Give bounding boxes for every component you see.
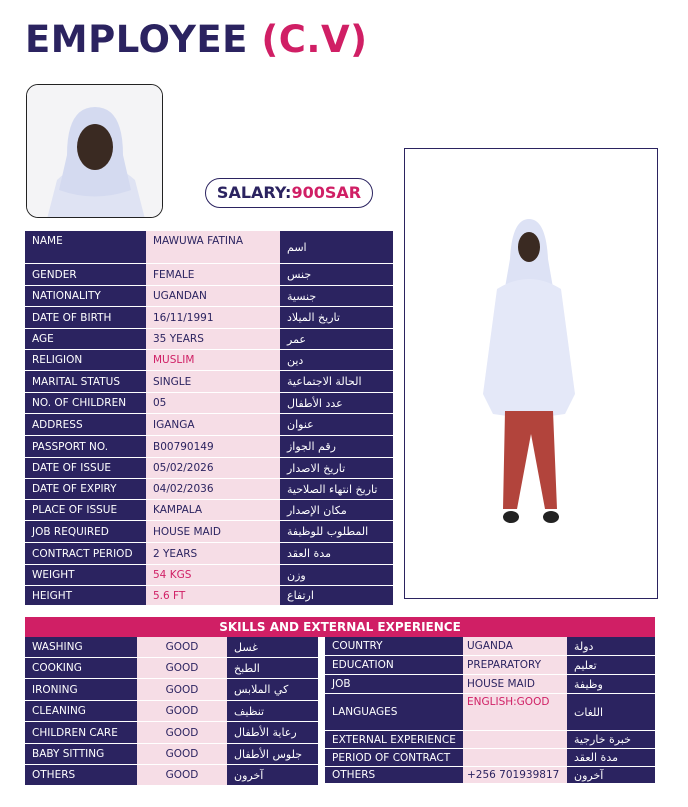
cell-ar: مدة العقد (567, 749, 655, 767)
table-row (25, 586, 393, 606)
table-row (25, 543, 393, 565)
cell-value (463, 749, 567, 767)
cell-value: 35 YEARS (146, 329, 280, 350)
cell-label: PERIOD OF CONTRACT (325, 749, 463, 767)
cell-label: NO. OF CHILDREN (25, 393, 146, 414)
full-body-photo (404, 148, 658, 599)
cell-label: OTHERS (25, 765, 137, 786)
table-row (25, 521, 393, 543)
cell-ar: تعليم (567, 656, 655, 675)
cell-ar: الحالة الاجتماعية (280, 371, 393, 393)
cell-label: COOKING (25, 658, 137, 679)
table-row (25, 350, 393, 371)
cell-ar: جلوس الأطفال (227, 744, 318, 765)
cell-value: 05 (146, 393, 280, 414)
title-main: EMPLOYEE (25, 18, 248, 61)
cell-value: MAWUWA FATINA (146, 231, 280, 264)
cell-value: GOOD (137, 679, 227, 701)
cell-label: DATE OF BIRTH (25, 307, 146, 329)
cell-label: WEIGHT (25, 565, 146, 586)
cell-ar: دولة (567, 637, 655, 656)
table-row (25, 458, 393, 479)
table-row (325, 675, 655, 694)
cell-label: HEIGHT (25, 586, 146, 606)
table-row (25, 744, 318, 765)
cell-label: COUNTRY (325, 637, 463, 656)
cell-value: UGANDA (463, 637, 567, 656)
cell-value: +256 701939817 (463, 767, 567, 784)
salary-label: SALARY: (216, 183, 292, 202)
cell-ar: كي الملابس (227, 679, 318, 701)
cell-label: CLEANING (25, 701, 137, 722)
cell-label: AGE (25, 329, 146, 350)
cell-value: MUSLIM (146, 350, 280, 371)
cell-value: HOUSE MAID (146, 521, 280, 543)
cell-value: UGANDAN (146, 286, 280, 307)
cell-ar: الطبخ (227, 658, 318, 679)
table-row (25, 722, 318, 744)
cell-label: NAME (25, 231, 146, 264)
cell-value: FEMALE (146, 264, 280, 286)
table-row (25, 264, 393, 286)
cell-ar: اسم (280, 231, 393, 264)
cell-label: EXTERNAL EXPERIENCE (325, 731, 463, 749)
cell-ar: تاريخ الميلاد (280, 307, 393, 329)
cell-ar: جنس (280, 264, 393, 286)
cell-ar: اللغات (567, 694, 655, 731)
cell-value: KAMPALA (146, 500, 280, 521)
cell-label: MARITAL STATUS (25, 371, 146, 393)
cell-label: IRONING (25, 679, 137, 701)
cell-label: NATIONALITY (25, 286, 146, 307)
cell-label: JOB REQUIRED (25, 521, 146, 543)
cell-ar: غسل (227, 637, 318, 658)
cell-label: ADDRESS (25, 414, 146, 436)
cell-ar: رقم الجواز (280, 436, 393, 458)
cell-value: GOOD (137, 701, 227, 722)
cell-value: GOOD (137, 765, 227, 786)
cell-ar: تنظيف (227, 701, 318, 722)
cell-label: RELIGION (25, 350, 146, 371)
cell-ar: المطلوب للوظيفة (280, 521, 393, 543)
cell-value: PREPARATORY (463, 656, 567, 675)
cell-label: DATE OF EXPIRY (25, 479, 146, 500)
table-row (25, 414, 393, 436)
cell-value: 54 KGS (146, 565, 280, 586)
cell-ar: آخرون (227, 765, 318, 786)
table-row (25, 658, 318, 679)
cell-value: 05/02/2026 (146, 458, 280, 479)
cell-value: 5.6 FT (146, 586, 280, 606)
table-row (25, 479, 393, 500)
cell-label: LANGUAGES (325, 694, 463, 731)
cell-value: B00790149 (146, 436, 280, 458)
cell-value: SINGLE (146, 371, 280, 393)
cell-ar: وزن (280, 565, 393, 586)
table-row (325, 637, 655, 656)
table-row (325, 731, 655, 749)
table-row (325, 656, 655, 675)
cell-ar: دين (280, 350, 393, 371)
cell-value: ENGLISH:GOOD (463, 694, 567, 731)
cell-value: 16/11/1991 (146, 307, 280, 329)
table-row (25, 565, 393, 586)
cell-ar: جنسية (280, 286, 393, 307)
cell-label: BABY SITTING (25, 744, 137, 765)
cell-value: HOUSE MAID (463, 675, 567, 694)
salary-value: 900SAR (291, 183, 362, 202)
table-row (325, 694, 655, 731)
cell-label: PASSPORT NO. (25, 436, 146, 458)
table-row (25, 637, 318, 658)
table-row (25, 286, 393, 307)
cell-label: EDUCATION (325, 656, 463, 675)
cell-label: CONTRACT PERIOD (25, 543, 146, 565)
title-accent: (C.V) (261, 18, 368, 61)
cell-value: GOOD (137, 658, 227, 679)
table-row (25, 371, 393, 393)
page-title (25, 18, 368, 61)
cell-ar: ارتفاع (280, 586, 393, 606)
table-row (25, 231, 393, 264)
table-row (25, 307, 393, 329)
table-row (25, 765, 318, 786)
table-row (25, 679, 318, 701)
cell-ar: وظيفة (567, 675, 655, 694)
salary-badge (205, 178, 373, 208)
cell-ar: مكان الإصدار (280, 500, 393, 521)
table-row (25, 329, 393, 350)
cell-ar: عدد الأطفال (280, 393, 393, 414)
cell-value: IGANGA (146, 414, 280, 436)
table-row (325, 767, 655, 784)
cell-ar: عمر (280, 329, 393, 350)
table-row (25, 393, 393, 414)
portrait-photo (26, 84, 163, 218)
cell-value: GOOD (137, 637, 227, 658)
cell-ar: مدة العقد (280, 543, 393, 565)
cell-ar: آخرون (567, 767, 655, 784)
table-row (325, 749, 655, 767)
cell-value: GOOD (137, 744, 227, 765)
cell-label: CHILDREN CARE (25, 722, 137, 744)
table-row (25, 436, 393, 458)
cell-label: JOB (325, 675, 463, 694)
cell-value (463, 731, 567, 749)
cell-value: 04/02/2036 (146, 479, 280, 500)
cell-label: OTHERS (325, 767, 463, 784)
cell-label: GENDER (25, 264, 146, 286)
cell-ar: تاريخ انتهاء الصلاحية (280, 479, 393, 500)
skills-header: SKILLS AND EXTERNAL EXPERIENCE (25, 617, 655, 637)
cell-label: DATE OF ISSUE (25, 458, 146, 479)
table-row (25, 701, 318, 722)
cell-ar: خبرة خارجية (567, 731, 655, 749)
cell-ar: عنوان (280, 414, 393, 436)
cell-label: PLACE OF ISSUE (25, 500, 146, 521)
table-row (25, 500, 393, 521)
cell-ar: رعاية الأطفال (227, 722, 318, 744)
cell-label: WASHING (25, 637, 137, 658)
cell-value: GOOD (137, 722, 227, 744)
cell-value: 2 YEARS (146, 543, 280, 565)
cell-ar: تاريخ الاصدار (280, 458, 393, 479)
